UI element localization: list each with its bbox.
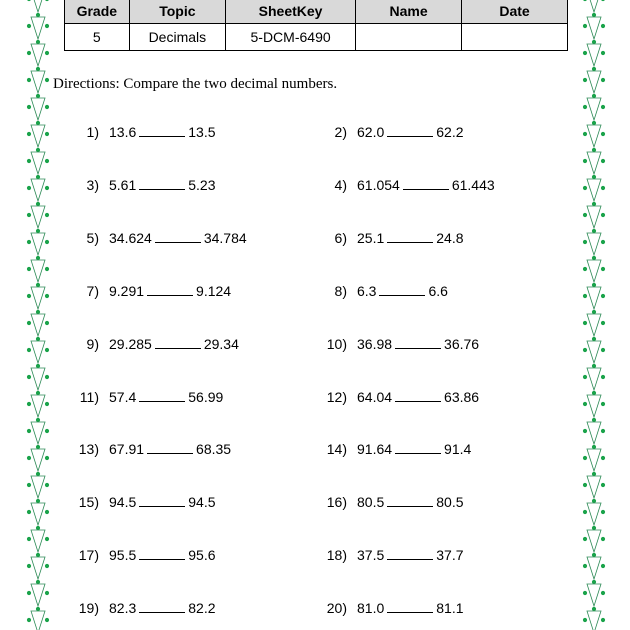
triangle-dots-icon [27, 530, 49, 557]
second-decimal: 36.76 [444, 335, 480, 352]
problem-item [86, 335, 239, 353]
topic-header: Topic [129, 0, 225, 24]
problem-number: 20) [326, 600, 347, 617]
info-header-row [65, 0, 568, 24]
second-decimal: 56.99 [188, 388, 224, 405]
problem-item [326, 335, 480, 353]
first-decimal: 5.61 [109, 176, 137, 193]
second-decimal: 24.8 [436, 229, 464, 246]
first-decimal: 37.5 [357, 547, 385, 564]
problem-number: 18) [326, 547, 347, 564]
answer-blank[interactable] [387, 547, 433, 560]
triangle-dots-icon [27, 611, 49, 630]
triangle-dots-icon [27, 0, 49, 17]
triangle-dots-icon [27, 314, 49, 341]
date-header: Date [462, 0, 568, 24]
problem-item [326, 440, 472, 458]
first-decimal: 82.3 [109, 600, 137, 617]
triangle-dots-icon [583, 152, 605, 179]
answer-blank[interactable] [395, 389, 441, 402]
worksheet-info-table [64, 0, 568, 51]
problem-number: 13) [78, 441, 99, 458]
triangle-dots-icon [27, 179, 49, 206]
answer-blank[interactable] [139, 124, 185, 137]
grade-value: 5 [65, 24, 130, 51]
problem-item [326, 546, 464, 564]
triangle-dots-icon [583, 476, 605, 503]
sheetkey-value: 5-DCM-6490 [226, 24, 356, 51]
triangle-dots-icon [27, 98, 49, 125]
triangle-dots-icon [27, 476, 49, 503]
problem-number: 9) [86, 335, 99, 352]
answer-blank[interactable] [387, 230, 433, 243]
problem-item [78, 546, 216, 564]
problem-item [78, 440, 232, 458]
triangle-dots-icon [583, 368, 605, 395]
answer-blank[interactable] [395, 441, 441, 454]
right-decorative-border [582, 0, 606, 630]
answer-blank[interactable] [379, 283, 425, 296]
second-decimal: 61.443 [451, 176, 495, 193]
first-decimal: 61.054 [357, 176, 400, 193]
triangle-dots-icon [583, 287, 605, 314]
second-decimal: 6.6 [428, 282, 448, 299]
first-decimal: 29.285 [109, 335, 152, 352]
problem-number: 2) [334, 124, 347, 140]
problem-item [326, 493, 464, 511]
first-decimal: 6.3 [357, 282, 377, 299]
first-decimal: 91.64 [357, 441, 393, 458]
first-decimal: 81.0 [357, 600, 385, 617]
problem-number: 8) [334, 282, 347, 299]
second-decimal: 95.6 [188, 547, 216, 564]
name-field[interactable] [356, 24, 462, 51]
answer-blank[interactable] [155, 230, 201, 243]
triangle-dots-icon [27, 341, 49, 368]
first-decimal: 9.291 [109, 282, 145, 299]
triangle-dots-icon [583, 314, 605, 341]
problem-item [334, 123, 464, 141]
triangle-dots-icon [583, 611, 605, 630]
triangle-dots-icon [583, 395, 605, 422]
sheetkey-header: SheetKey [226, 0, 356, 24]
second-decimal: 37.7 [436, 547, 464, 564]
answer-blank[interactable] [395, 336, 441, 349]
triangle-dots-icon [583, 503, 605, 530]
problem-number: 7) [86, 282, 99, 299]
second-decimal: 62.2 [436, 124, 464, 140]
problem-number: 3) [86, 176, 99, 193]
triangle-dots-icon [27, 422, 49, 449]
second-decimal: 13.5 [188, 124, 216, 140]
info-values-row [65, 24, 568, 51]
triangle-dots-icon [583, 179, 605, 206]
first-decimal: 57.4 [109, 388, 137, 405]
triangle-dots-icon [583, 422, 605, 449]
first-decimal: 34.624 [109, 229, 152, 246]
problem-item [86, 282, 232, 300]
second-decimal: 94.5 [188, 494, 216, 511]
first-decimal: 36.98 [357, 335, 393, 352]
first-decimal: 25.1 [357, 229, 385, 246]
triangle-dots-icon [583, 260, 605, 287]
triangle-dots-icon [583, 341, 605, 368]
problem-number: 1) [86, 124, 99, 140]
grade-header: Grade [65, 0, 130, 24]
triangle-dots-icon [583, 0, 605, 17]
first-decimal: 64.04 [357, 388, 393, 405]
problem-item [334, 282, 448, 300]
problem-number: 16) [326, 494, 347, 511]
triangle-dots-icon [27, 125, 49, 152]
left-decorative-border [26, 0, 50, 630]
answer-blank[interactable] [139, 547, 185, 560]
problem-item [334, 176, 495, 194]
answer-blank[interactable] [155, 336, 201, 349]
triangle-dots-icon [583, 71, 605, 98]
answer-blank[interactable] [139, 177, 185, 190]
name-header: Name [356, 0, 462, 24]
first-decimal: 95.5 [109, 547, 137, 564]
problem-item [86, 123, 216, 141]
triangle-dots-icon [583, 449, 605, 476]
second-decimal: 91.4 [444, 441, 472, 458]
second-decimal: 5.23 [188, 176, 216, 193]
first-decimal: 94.5 [109, 494, 137, 511]
triangle-dots-icon [583, 98, 605, 125]
answer-blank[interactable] [147, 283, 193, 296]
problem-item [79, 388, 224, 406]
triangle-dots-icon [583, 44, 605, 71]
problem-number: 10) [326, 335, 347, 352]
problem-item [326, 388, 480, 406]
first-decimal: 13.6 [109, 124, 137, 140]
problem-number: 14) [326, 441, 347, 458]
triangle-dots-icon [27, 44, 49, 71]
answer-blank[interactable] [147, 441, 193, 454]
first-decimal: 62.0 [357, 124, 385, 140]
directions-text: Directions: Compare the two decimal numbers. [53, 76, 338, 92]
problem-number: 19) [78, 600, 99, 617]
problem-number: 17) [78, 547, 99, 564]
triangle-dots-icon [27, 449, 49, 476]
problem-number: 6) [334, 229, 347, 246]
triangle-dots-icon [27, 71, 49, 98]
second-decimal: 80.5 [436, 494, 464, 511]
answer-blank[interactable] [139, 389, 185, 402]
triangle-dots-icon [27, 557, 49, 584]
triangle-dots-icon [27, 260, 49, 287]
answer-blank[interactable] [387, 494, 433, 507]
problem-number: 4) [334, 176, 347, 193]
answer-blank[interactable] [387, 600, 433, 613]
date-field[interactable] [462, 24, 568, 51]
second-decimal: 34.784 [203, 229, 247, 246]
second-decimal: 81.1 [436, 600, 464, 617]
problem-item [334, 229, 464, 247]
triangle-dots-icon [27, 206, 49, 233]
triangle-dots-icon [27, 395, 49, 422]
triangle-dots-icon [583, 233, 605, 260]
second-decimal: 29.34 [203, 335, 239, 352]
first-decimal: 67.91 [109, 441, 145, 458]
triangle-dots-icon [27, 287, 49, 314]
problem-item [86, 229, 247, 247]
triangle-dots-icon [583, 530, 605, 557]
answer-blank[interactable] [139, 494, 185, 507]
triangle-dots-icon [27, 17, 49, 44]
topic-value: Decimals [129, 24, 225, 51]
triangle-dots-icon [27, 503, 49, 530]
triangle-dots-icon [583, 557, 605, 584]
triangle-dots-icon [583, 125, 605, 152]
problem-number: 12) [326, 388, 347, 405]
first-decimal: 80.5 [357, 494, 385, 511]
problem-item [78, 599, 216, 617]
problem-item [86, 176, 216, 194]
triangle-dots-icon [27, 368, 49, 395]
triangle-dots-icon [583, 584, 605, 611]
problem-number: 5) [86, 229, 99, 246]
answer-blank[interactable] [403, 177, 449, 190]
triangle-dots-icon [583, 206, 605, 233]
triangle-dots-icon [583, 17, 605, 44]
answer-blank[interactable] [387, 124, 433, 137]
second-decimal: 68.35 [196, 441, 232, 458]
second-decimal: 9.124 [196, 282, 232, 299]
triangle-dots-icon [27, 233, 49, 260]
problem-item [326, 599, 464, 617]
answer-blank[interactable] [139, 600, 185, 613]
second-decimal: 82.2 [188, 600, 216, 617]
triangle-dots-icon [27, 584, 49, 611]
triangle-dots-icon [27, 152, 49, 179]
problem-number: 11) [79, 388, 99, 405]
second-decimal: 63.86 [444, 388, 480, 405]
problem-number: 15) [78, 494, 99, 511]
problem-item [78, 493, 216, 511]
